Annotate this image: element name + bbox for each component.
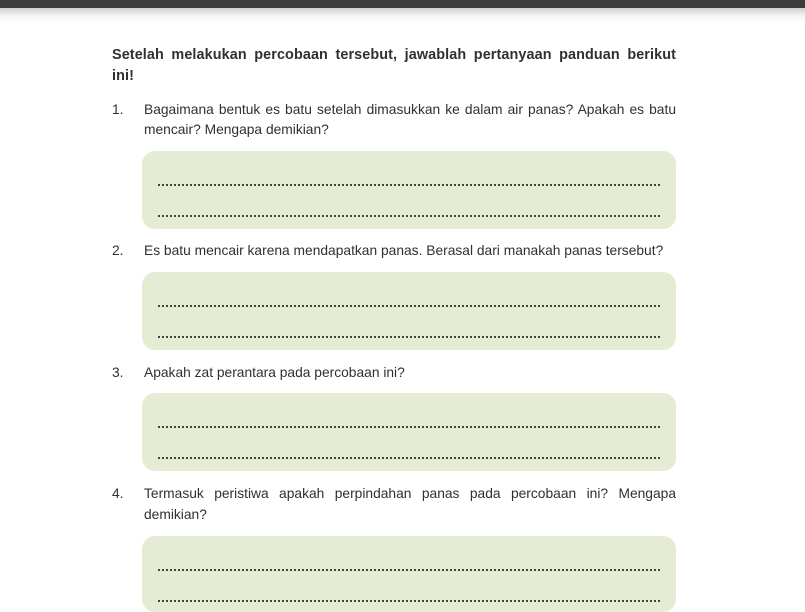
answer-line[interactable] [158,407,660,428]
answer-line[interactable] [158,581,660,602]
question-text-3: Apakah zat perantara pada percobaan ini? [144,364,405,380]
answer-line[interactable] [158,286,660,307]
question-item-1 [112,100,676,141]
answer-line[interactable] [158,317,660,338]
question-item-2 [112,241,676,262]
answer-line[interactable] [158,165,660,186]
window-top-bar [0,0,805,8]
answer-line[interactable] [158,550,660,571]
page-title: Setelah melakukan percobaan tersebut, jawablah pertanyaan panduan berikut ini! [112,47,676,85]
question-text-4: Termasuk peristiwa apakah perpindahan panas pada percobaan ini? Mengapa demikian? [144,486,676,523]
answer-line[interactable] [158,438,660,459]
answer-box-3[interactable] [142,393,676,471]
answer-box-1[interactable] [142,151,676,229]
answer-line[interactable] [158,196,660,217]
question-item-3 [112,363,676,384]
worksheet-content [112,22,676,612]
window-top-shadow [0,8,805,22]
question-number-2: 2. [112,243,124,258]
question-number-3: 3. [112,364,124,380]
answer-box-2[interactable] [142,272,676,350]
question-number-4: 4. [112,486,124,502]
question-text-1: Bagaimana bentuk es batu setelah dimasukkan ke dalam air panas? Apakah es batu mencair? Mengapa demikian? [144,101,676,138]
answer-box-4[interactable] [142,536,676,612]
question-text-2: Es batu mencair karena mendapatkan panas. Berasal dari manakah panas tersebut? [144,243,664,258]
question-number-1: 1. [112,101,124,117]
question-item-4 [112,484,676,525]
